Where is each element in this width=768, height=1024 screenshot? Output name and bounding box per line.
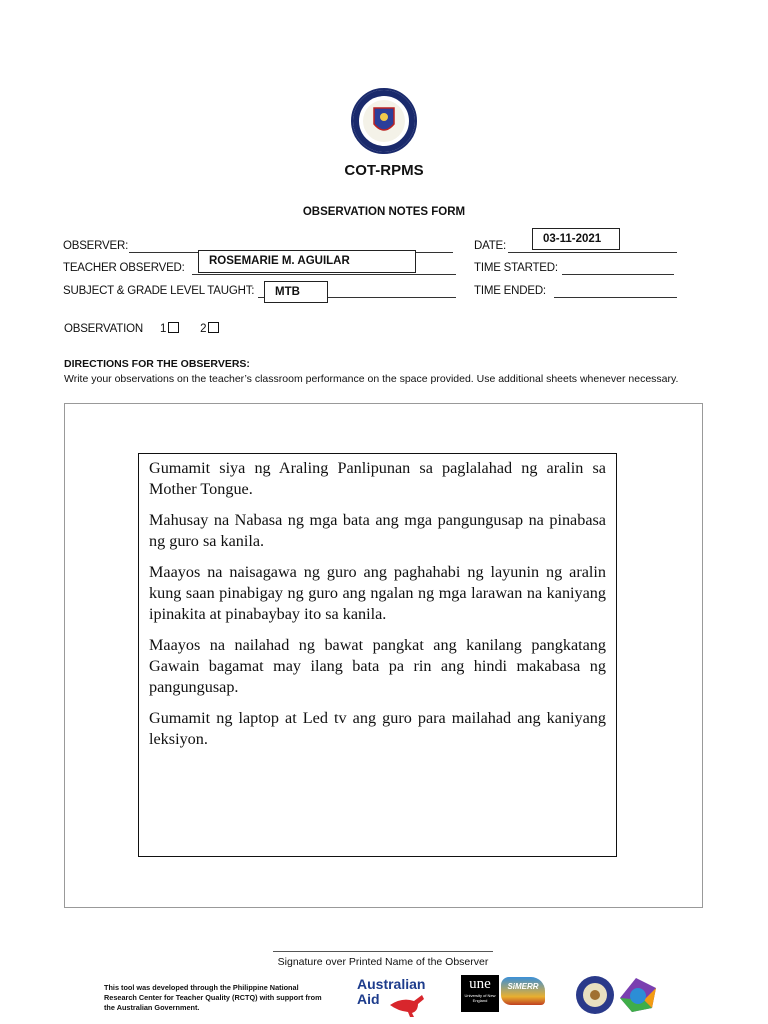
teacher-observed-label: TEACHER OBSERVED: [63, 262, 185, 274]
time-ended-label: TIME ENDED: [474, 285, 546, 297]
date-line [508, 252, 677, 253]
une-logo-subtext: University of New England [464, 993, 496, 1003]
deped-seal-logo [349, 88, 419, 154]
note-paragraph: Mahusay na Nabasa ng mga bata ang mga pangungusap na pinabasa ng guro sa kanila. [149, 511, 606, 550]
date-label: DATE: [474, 240, 507, 252]
signature-line [273, 951, 493, 952]
kangaroo-icon [388, 993, 428, 1017]
observation-1-label: 1 [159, 323, 167, 335]
signature-label: Signature over Printed Name of the Observer [277, 956, 489, 968]
note-paragraph: Gumamit siya ng Araling Panlipunan sa paglalahad ng aralin sa Mother Tongue. [149, 459, 606, 498]
observation-2-label: 2 [200, 323, 207, 335]
une-logo-text: une [469, 976, 491, 992]
time-started-field[interactable] [562, 274, 674, 275]
form-title: COT-RPMS [344, 162, 424, 179]
note-paragraph: Maayos na nailahad ng bawat pangkat ang kanilang pangkatang Gawain bagamat may ilang bata pa rin ang hindi makabasa ng pangungusap. [149, 636, 606, 696]
simerr-logo: SiMERR [501, 977, 545, 1005]
subject-grade-label: SUBJECT & GRADE LEVEL TAUGHT: [63, 285, 255, 297]
teacher-observed-field[interactable]: ROSEMARIE M. AGUILAR [198, 250, 416, 273]
observation-row [64, 322, 219, 335]
teacher-observed-line [192, 274, 456, 275]
note-paragraph: Maayos na naisagawa ng guro ang paghahabi ng layunin ng aralin kung saan pinabigay ng guro ang ngalan ng mga larawan na kaniyang ipinakita at pinabaybay ito sa kanila. [149, 563, 606, 623]
date-field[interactable]: 03-11-2021 [532, 228, 620, 250]
subject-grade-field[interactable]: MTB [264, 281, 328, 303]
observer-label: OBSERVER: [63, 240, 129, 252]
directions-heading: DIRECTIONS FOR THE OBSERVERS: [64, 358, 250, 370]
observation-1-checkbox[interactable] [168, 322, 179, 333]
footer-credit: This tool was developed through the Philippine National Research Center for Teacher Quality (RCTQ) with support from the Australian Government. [104, 983, 322, 1012]
observation-notes-box[interactable] [138, 453, 617, 857]
time-started-label: TIME STARTED: [474, 262, 558, 274]
aid-logo-text: Aid [357, 991, 380, 1007]
observation-label: OBSERVATION [64, 323, 143, 335]
une-logo [461, 975, 499, 1012]
directions-text: Write your observations on the teacher’s classroom performance on the space provided. Use additional sheets whenever necessary. [64, 373, 679, 385]
partner-logos [574, 974, 664, 1016]
observation-2-checkbox[interactable] [208, 322, 219, 333]
aid-logo-text: Australian [357, 976, 426, 992]
note-paragraph: Gumamit ng laptop at Led tv ang guro para mailahad ang kaniyang leksiyon. [149, 709, 606, 748]
time-ended-field[interactable] [554, 297, 677, 298]
form-subtitle: OBSERVATION NOTES FORM [302, 206, 466, 218]
